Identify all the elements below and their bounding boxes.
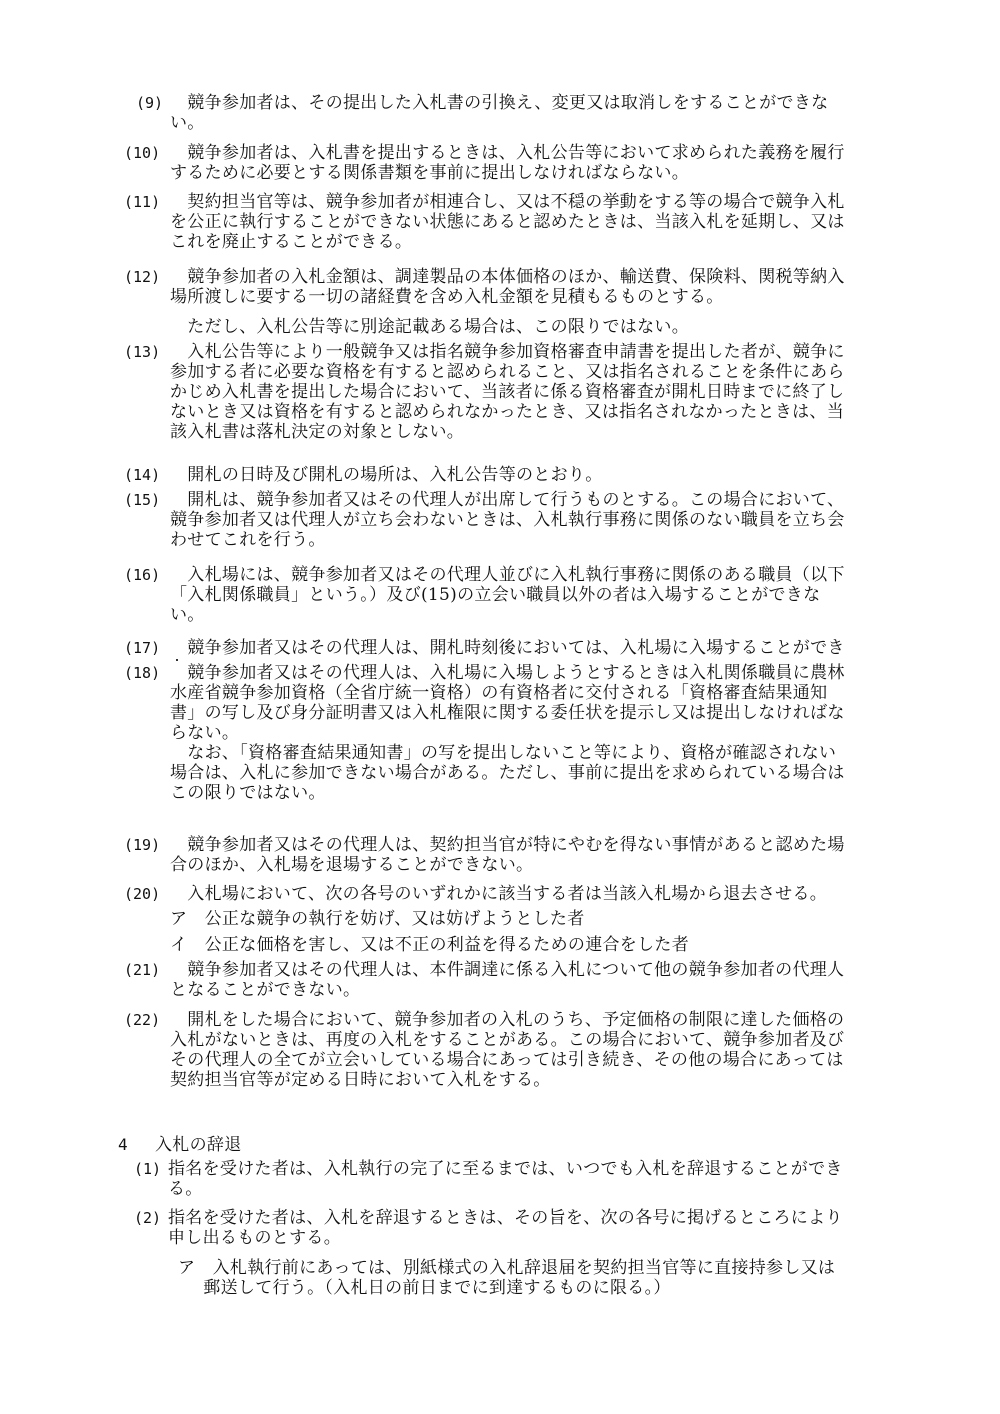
item-text-line: 水産省競争参加資格（全省庁統一資格）の有資格者に交付される「資格審査結果通知 (170, 683, 828, 703)
item-text-line: 「入札関係職員」という。）及び(15)の立会い職員以外の者は入場することができな (170, 585, 821, 605)
item-text-line: 入札場には、競争参加者又はその代理人並びに入札執行事務に関係のある職員（以下 (170, 565, 845, 585)
item-text-line: 競争参加者又は代理人が立ち会わないときは、入札執行事務に関係のない職員を立ち会 (170, 510, 845, 530)
item-text-line: 競争参加者の入札金額は、調達製品の本体価格のほか、輸送費、保険料、関税等納入 (170, 267, 845, 287)
item-text-line: い。 (170, 113, 205, 133)
subitem-text-line: ア 公正な競争の執行を妨げ、又は妨げようとした者 (170, 909, 585, 929)
item-text-line: 入札がないときは、再度の入札をすることがある。この場合において、競争参加者及び (170, 1030, 845, 1050)
item-number: (15) (124, 491, 161, 509)
section-title: 入札の辞退 (155, 1135, 242, 1155)
item-number: (21) (124, 961, 161, 979)
section-number: 4 (118, 1135, 128, 1154)
item-text-line: 指名を受けた者は、入札執行の完了に至るまでは、いつでも入札を辞退することができ (168, 1159, 843, 1179)
item-text-line: 参加する者に必要な資格を有すると認められること、又は指名されることを条件にあら (170, 362, 845, 382)
item-text-line: かじめ入札書を提出した場合において、当該者に係る資格審査が開札日時までに終了し (170, 382, 845, 402)
item-text-line: 入札公告等により一般競争又は指名競争参加資格審査申請書を提出した者が、競争に (170, 342, 845, 362)
item-text-line: らない。 (170, 723, 240, 743)
subitem-text-line: イ 公正な価格を害し、又は不正の利益を得るための連合をした者 (170, 935, 689, 955)
item-text-line: 開札をした場合において、競争参加者の入札のうち、予定価格の制限に達した価格の (170, 1010, 845, 1030)
item-text-line: するために必要とする関係書類を事前に提出しなければならない。 (170, 163, 689, 183)
item-text-line: となることができない。 (170, 980, 361, 1000)
item-text-line: 競争参加者又はその代理人は、開札時刻後においては、入札場に入場することができ (170, 638, 845, 658)
item-text-line: 場合は、入札に参加できない場合がある。ただし、事前に提出を求められている場合は (170, 763, 845, 783)
item-text-line: 競争参加者又はその代理人は、本件調達に係る入札について他の競争参加者の代理人 (170, 960, 845, 980)
item-text-line: これを廃止することができる。 (170, 232, 413, 252)
item-text-line: 合のほか、入札場を退場することができない。 (170, 855, 534, 875)
item-number: (9) (136, 94, 164, 112)
stray-mark (176, 659, 178, 661)
item-text-line: 該入札書は落札決定の対象としない。 (170, 422, 465, 442)
item-text-line: 申し出るものとする。 (168, 1228, 341, 1248)
item-number: (12) (124, 268, 161, 286)
item-number: (11) (124, 193, 161, 211)
item-number: (17) (124, 639, 161, 657)
subitem-text-line: ア 入札執行前にあっては、別紙様式の入札辞退届を契約担当官等に直接持参し又は (178, 1258, 836, 1278)
item-text-line: 競争参加者又はその代理人は、契約担当官が特にやむを得ない事情があると認めた場 (170, 835, 845, 855)
item-number: (18) (124, 664, 161, 682)
item-text-line: なお、「資格審査結果通知書」の写を提出しないこと等により、資格が確認されない (170, 743, 837, 763)
item-text-line: ただし、入札公告等に別途記載ある場合は、この限りではない。 (170, 317, 689, 337)
item-text-line: 契約担当官等が定める日時において入札をする。 (170, 1070, 551, 1090)
item-number: (13) (124, 343, 161, 361)
item-text-line: い。 (170, 605, 205, 625)
item-number: (16) (124, 566, 161, 584)
item-number: (2) (134, 1209, 162, 1227)
item-text-line: わせてこれを行う。 (170, 530, 326, 550)
item-number: (14) (124, 466, 161, 484)
item-number: (1) (134, 1160, 162, 1178)
item-number: (20) (124, 885, 161, 903)
item-text-line: 競争参加者は、その提出した入札書の引換え、変更又は取消しをすることができな (170, 93, 829, 113)
item-text-line: を公正に執行することができない状態にあると認めたときは、当該入札を延期し、又は (170, 212, 845, 232)
item-number: (19) (124, 836, 161, 854)
item-text-line: この限りではない。 (170, 783, 326, 803)
item-text-line: 指名を受けた者は、入札を辞退するときは、その旨を、次の各号に掲げるところにより (168, 1208, 843, 1228)
item-text-line: 開札は、競争参加者又はその代理人が出席して行うものとする。この場合において、 (170, 490, 845, 510)
item-text-line: 場所渡しに要する一切の諸経費を含め入札金額を見積もるものとする。 (170, 287, 724, 307)
item-text-line: 開札の日時及び開札の場所は、入札公告等のとおり。 (170, 465, 603, 485)
item-text-line: 競争参加者は、入札書を提出するときは、入札公告等において求められた義務を履行 (170, 143, 845, 163)
item-number: (10) (124, 144, 161, 162)
item-text-line: る。 (168, 1179, 203, 1199)
item-text-line: 入札場において、次の各号のいずれかに該当する者は当該入札場から退去させる。 (170, 884, 828, 904)
item-text-line: 書」の写し及び身分証明書又は入札権限に関する委任状を提示し又は提出しなければな (170, 703, 845, 723)
item-text-line: 契約担当官等は、競争参加者が相連合し、又は不穏の挙動をする等の場合で競争入札 (170, 192, 845, 212)
item-text-line: ないとき又は資格を有すると認められなかったとき、又は指名されなかったときは、当 (170, 402, 845, 422)
subitem-text-line: 郵送して行う。（入札日の前日までに到達するものに限る。） (186, 1278, 671, 1298)
item-text-line: その代理人の全てが立会いしている場合にあっては引き続き、その他の場合にあっては (170, 1050, 844, 1070)
item-text-line: 競争参加者又はその代理人は、入札場に入場しようとするときは入札関係職員に農林 (170, 663, 845, 683)
item-number: (22) (124, 1011, 161, 1029)
